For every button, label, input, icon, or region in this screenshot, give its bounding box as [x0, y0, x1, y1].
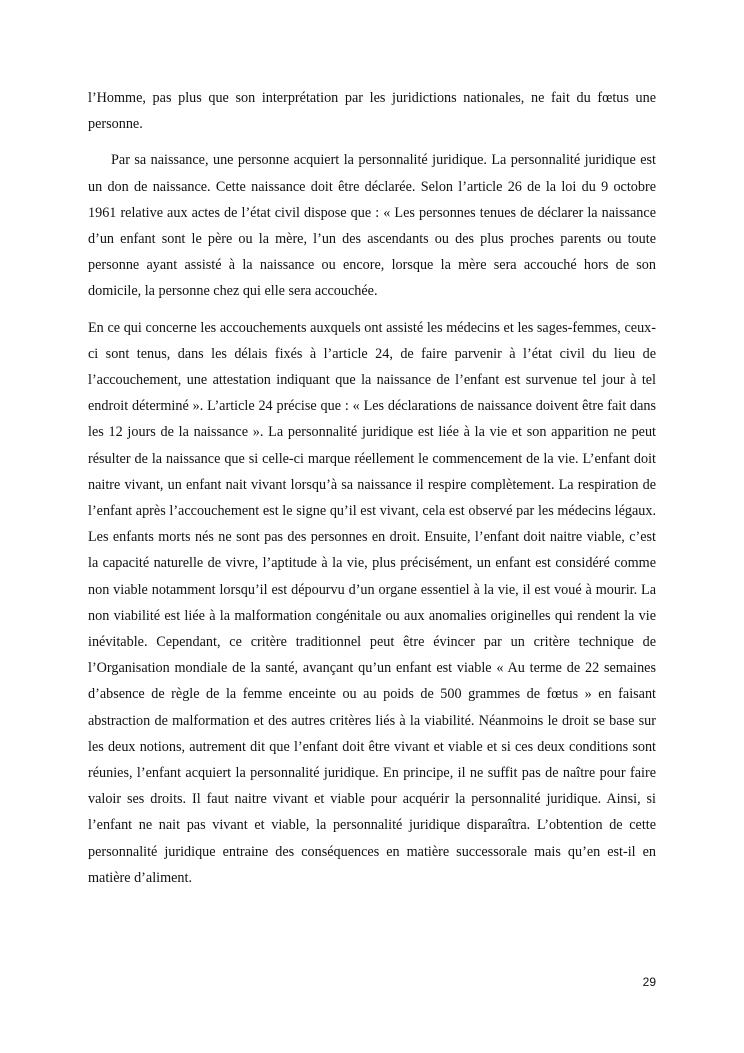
body-text: [88, 85, 656, 891]
paragraph-viability: En ce qui concerne les accouchements auxquels ont assisté les médecins et les sages-femmes, ceux-ci sont tenus, dans les délais fixés à l’article 24, de faire parvenir à l’état civil du lieu de l’accouchement, une attestation indiquant que la naissance de l’enfant est survenue tel jour à tel endroit déterminé ». L’article 24 précise que : « Les déclarations de naissance doivent être fait dans les 12 jours de la naissance ». La personnalité juridique est liée à la vie et son apparition ne peut résulter de la naissance que si celle-ci marque réellement le commencement de la vie. L’enfant doit naitre vivant, un enfant nait vivant lorsqu’à sa naissance il respire complètement. La respiration de l’enfant après l’accouchement est le signe qu’il est vivant, cela est observé par les médecins légaux. Les enfants morts nés ne sont pas des personnes en droit. Ensuite, l’enfant doit naitre viable, c’est la capacité naturelle de vivre, l’aptitude à la vie, plus précisément, un enfant est considéré comme non viable notamment lorsqu’il est dépourvu d’un organe essentiel à la vie, il est voué à mourir. La non viabilité est liée à la malformation congénitale ou aux anomalies originelles qui rendent la vie inévitable. Cependant, ce critère traditionnel peut être évincer par un critère technique de l’Organisation mondiale de la santé, avançant qu’un enfant est viable « Au terme de 22 semaines d’absence de règle de la femme enceinte ou au poids de 500 grammes de fœtus » en faisant abstraction de malformation et des autres critères liés à la viabilité. Néanmoins le droit se base sur les deux notions, autrement dit que l’enfant doit être vivant et viable et si ces deux conditions sont réunies, l’enfant acquiert la personnalité juridique. En principe, il ne suffit pas de naître pour faire valoir ses droits. Il faut naitre vivant et viable pour acquérir la personnalité juridique. Ainsi, si l’enfant ne nait pas vivant et viable, la personnalité juridique disparaîtra. L’obtention de cette personnalité juridique entraine des conséquences en matière successorale mais qu’en est-il en matière d’aliment.: [88, 319, 656, 886]
paragraph-birth-declaration: Par sa naissance, une personne acquiert la personnalité juridique. La personnalité juridique est un don de naissance. Cette naissance doit être déclarée. Selon l’article 26 de la loi du 9 octobre 1961 relative aux actes de l’état civil dispose que : « Les personnes tenues de déclarer la naissance d’un enfant sont le père ou la mère, l’un des ascendants ou des plus proches parents ou toute personne ayant assisté à la naissance ou encore, lorsque la mère sera accouché hors de son domicile, la personne chez qui elle sera accouchée.: [88, 152, 656, 300]
paragraph-continuation: l’Homme, pas plus que son interprétation par les juridictions nationales, ne fait du fœtus une personne.: [88, 90, 656, 133]
page-number: 29: [642, 975, 656, 989]
